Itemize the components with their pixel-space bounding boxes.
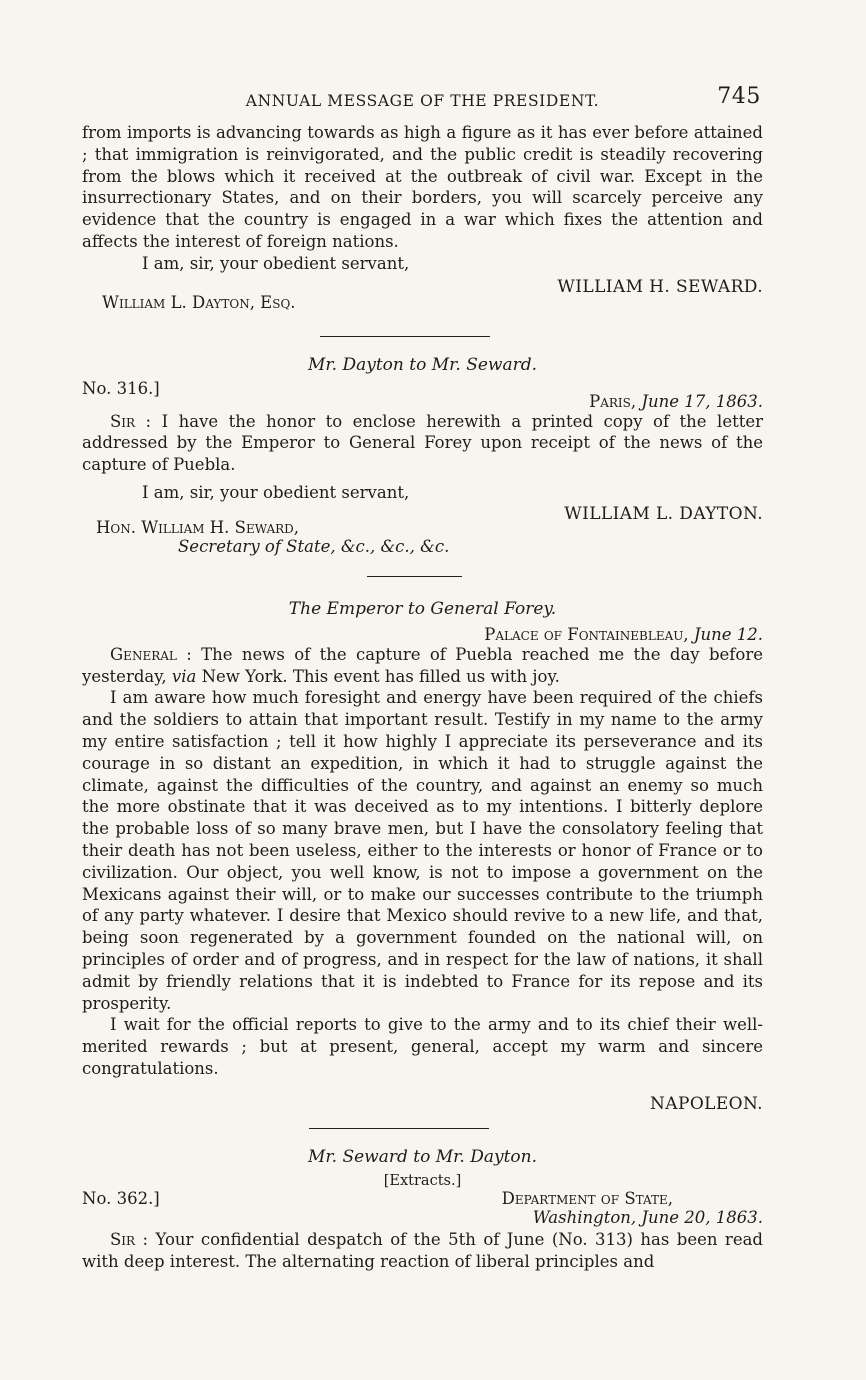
letter3-paragraph-3: I wait for the official reports to give to the army and to its chief their well-merited rewards ; but at present, general, accept my warm and sincere congratulations.	[82, 1015, 763, 1078]
section-divider	[367, 576, 462, 577]
letter2-addressee-name: Hon. William H. Seward,	[96, 517, 300, 537]
letter2-number: No. 316.]	[82, 378, 160, 398]
letter3-p1-via: via	[171, 666, 197, 686]
letter3-dateline	[82, 625, 763, 644]
letter3-place: Palace of Fontainebleau,	[484, 624, 689, 644]
letter4-date: June 20, 1863.	[641, 1207, 763, 1227]
letter2-place: Paris,	[589, 391, 637, 411]
letter4-city: Washington,	[532, 1207, 637, 1227]
letter4-extracts-note: [Extracts.]	[383, 1172, 462, 1189]
letter1-signature: WILLIAM H. SEWARD.	[557, 276, 763, 297]
letter3-heading: The Emperor to General Forey.	[288, 598, 557, 619]
letter2-addressee-title: Secretary of State, &c., &c., &c.	[178, 536, 450, 556]
letter4-heading: Mr. Seward to Mr. Dayton.	[307, 1146, 537, 1167]
letter2-body	[82, 411, 763, 476]
letter4-header-row	[82, 1189, 763, 1208]
letter4-body	[82, 1229, 763, 1273]
letter4-place: Department of State,	[501, 1188, 673, 1208]
section-divider	[320, 336, 490, 337]
running-header	[82, 84, 763, 122]
letter4-number: No. 362.]	[82, 1188, 160, 1208]
letter3-salutation: General :	[110, 644, 192, 664]
letter3-signature: NAPOLEON.	[650, 1093, 763, 1114]
letter2-signature: WILLIAM L. DAYTON.	[564, 503, 763, 524]
letter1-paragraph: from imports is advancing towards as high a figure as it has ever before attained ; that immigration is reinvigorated, and the public credit is steadily recovering from the blows which it received at the outbreak of civil war. Except in the insurrectionary States, and on their borders, you will scarcely perceive any evidence that the country is engaged in a war which fixes the attention and affects the interest of foreign nations.	[82, 123, 763, 251]
letter2-date: June 17, 1863.	[641, 391, 763, 411]
letter4-dateline	[82, 1208, 763, 1227]
header-title: ANNUAL MESSAGE OF THE PRESIDENT.	[245, 92, 600, 110]
letter4-body-text: Your confidential despatch of the 5th of June (No. 313) has been read with deep interest. The alternating reaction of liberal principles and	[82, 1229, 763, 1271]
letter2-dateline	[82, 392, 763, 411]
letter1-addressee: William L. Dayton, Esq.	[102, 292, 296, 312]
letter2-closing: I am, sir, your obedient servant,	[142, 482, 410, 502]
letter2-heading: Mr. Dayton to Mr. Seward.	[307, 354, 537, 375]
letter1-closing: I am, sir, your obedient servant,	[142, 253, 410, 273]
letter3-date: June 12.	[693, 624, 763, 644]
letter3-p1-text-a: The news of the capture of Puebla reached me the day before yesterday,	[82, 644, 763, 686]
section-divider	[309, 1128, 489, 1129]
letter3-paragraph-2: I am aware how much foresight and energy have been required of the chiefs and the soldiers to attain that important result. Testify in my name to the army my entire satisfaction ; tell it how highly I appreciate its perseverance and its courage in so distant an expedition, in which it had to struggle against the climate, against the difficulties of the country, and against an enemy so much the more obstinate that it was deceived as to my intentions. I bitterly deplore the probable loss of so many brave men, but I have the consolatory feeling that their death has not been useless, either to the interests or honor of France or to civilization. Our object, you well know, is not to impose a government on the Mexicans against their will, or to make our successes contribute to the triumph of any party whatever. I desire that Mexico should revive to a new life, and that, being soon regenerated by a government founded on the national will, on principles of order and of progress, and in respect for the law of nations, it shall admit by friendly relations that it is indebted to France for its repose and its prosperity.	[82, 688, 763, 1013]
letter2-body-text: I have the honor to enclose herewith a printed copy of the letter addressed by the Emperor to General Forey upon receipt of the news of the capture of Puebla.	[82, 411, 763, 475]
letter2-salutation: Sir :	[110, 411, 152, 431]
page-number: 745	[717, 84, 761, 109]
letter3-p1-text-b: New York. This event has filled us with joy.	[201, 666, 560, 686]
letter4-salutation: Sir :	[110, 1229, 149, 1249]
letter3-paragraph-1	[82, 644, 763, 688]
